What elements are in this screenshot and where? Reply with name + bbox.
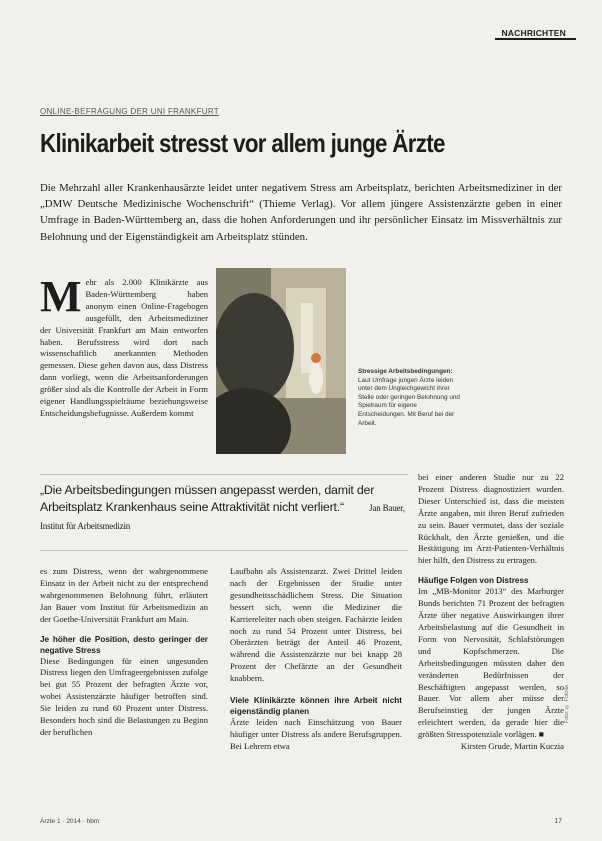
footer-issue: Ärzte 1 · 2014 · hbm [40, 818, 100, 825]
drop-cap: M [40, 272, 82, 321]
header-rule [495, 38, 576, 40]
article-headline: Klinikarbeit stresst vor allem junge Ärzte [40, 128, 445, 158]
section-label: NACHRICHTEN [501, 28, 566, 38]
body-column-1-bottom [40, 566, 208, 739]
body-text: Ärzte leiden nach Einschätzung von Bauer häufiger unter Distress als andere Berufsgruppen. Bei Lehrern etwa [230, 717, 402, 751]
author-names: Kirsten Grude, Martin Kuczia [460, 741, 564, 752]
caption-title: Stressige Arbeitsbedingungen: [358, 368, 453, 375]
body-text: Laufbahn als Assistenzarzt. Zwei Drittel leiden nach der Ergebnissen der Studie unter gesundheitsschädlichem Stress. Die Situation bessert sich, wenn die Mediziner die Karriereleiter nach oben steigen. Fachärzte leiden noch zu rund 54 Prozent unter Distress, bei Oberärzten beträgt der Anteil 46 Prozent, während die Assistenzärzte nur bei knapp 28 Prozent der Chefärzte an der Gesundheit knabbern. [230, 566, 402, 684]
hospital-corridor-image [216, 268, 346, 454]
subhead-position: Je höher die Position, desto geringer der negative Stress [40, 634, 208, 655]
body-text: Im „MB-Monitor 2013“ des Marburger Bunds berichten 71 Prozent der befragten Ärzte über negative Auswirkungen ihrer Arbeitsbelastung auf die Gesundheit in Form von Nervosität, Schlafstörungen und Kopfschmerzen. Die Arbeitsbedingungen müssten daher den veränderten Bedürfnissen der Beschäftigten angepasst werden, so Bauer. Vor allem aber müsse der Berufseinstieg der jungen Ärzte erleichtert werden, da gerade hier die größten Stresspotenziale vorlägen. ■ [418, 586, 564, 740]
article-lead: Die Mehrzahl aller Krankenhausärzte leidet unter negativem Stress am Arbeitsplatz, berichten Arbeitsmediziner in der „DMW Deutsche Medizinische Wochenschrift“ (Thieme Verlag). Vor allem jüngere Assistenzärzte geben in einer Umfrage in Baden-Württemberg an, dass die hohen Anforderungen und ihr persönlicher Einsatz im Missverhältnis zur Belohnung und der Eigenständigkeit am Arbeitsplatz stünden. [40, 182, 562, 243]
body-text: bei einer anderen Studie nur zu 22 Prozent Distress diagnostiziert wurden. Dieser Unterschied ist, dass die meisten Ärzte angaben, mit ihren Beruf zufrieden zu sein. Bauer vermutet, dass der soziale Rückhalt, den Ärzte genießen, und die Bestätigung im Arzt-Patienten-Verhältnis hier hilft, den Distress zu ertragen. [418, 472, 564, 566]
subhead-distress: Häufige Folgen von Distress [418, 576, 529, 586]
body-column-1-top [40, 272, 208, 420]
quote-text: „Die Arbeitsbedingungen müssen angepasst werden, damit der Arbeitsplatz Krankenhaus seine Attraktivität nicht verliert.“ [40, 483, 375, 514]
photo-caption [358, 368, 466, 428]
body-text: es zum Distress, wenn der wahrgenommene Einsatz in der Arbeit nicht zu der entsprechend wahrgenommenen Belohnung führt, erläutert Jan Bauer vom Institut für Arbeitsmedizin an der Goethe-Universität Frankfurt am Main. [40, 566, 208, 624]
pull-quote [40, 482, 408, 534]
body-column-2 [230, 566, 402, 753]
photo-credit: Foto: © Fotolia [564, 685, 570, 724]
page-number: 17 [554, 818, 562, 825]
body-text: Diese Bedingungen für einen ungesunden Distress liegen den Umfrageergebnissen zufolge bei gut 55 Prozent der befragten Ärzte vor, wobei Assistenzärzte häufiger betroffen sind. Sie leiden zu rund 60 Prozent unter Distress. Besonders hoch sind die Belastungen zu Beginn der beruflichen [40, 655, 208, 737]
quote-attribution: Jan Bauer, Institut für Arbeitsmedizin [40, 502, 405, 531]
caption-text: Laut Umfrage jungen Ärzte leiden unter dem Ungleichgewicht ihrer Stelle oder geringen Belohnung und Spielraum für eigene Entscheidungen. Mit Beruf bei der Arbeit. [358, 376, 460, 427]
body-column-3 [418, 472, 564, 753]
article-kicker: ONLINE-BEFRAGUNG DER UNI FRANKFURT [40, 107, 219, 116]
quote-rule-top [40, 474, 408, 475]
body-text: ehr als 2.000 Klinikärzte aus Baden-Württemberg haben anonym einen Online-Fragebogen ausgefüllt, den Arbeitsmediziner der Universität Frankfurt am Main entworfen haben. Berufsstress wird dort nach wissenschaftlich anerkannten Methoden gemessen. Diese gehen davon aus, dass Distress dann vorliegt, wenn die Arbeitsanforderungen größer sind als die Kontrolle der Arbeit in Form eigener Handlungsspielräume beziehungsweise Entscheidungsbefugnisse. Außerdem kommt [40, 277, 208, 418]
article-photo [216, 268, 346, 454]
subhead-planning: Viele Klinikärzte können ihre Arbeit nicht eigenständig planen [230, 696, 402, 717]
quote-rule-bottom [40, 550, 408, 551]
